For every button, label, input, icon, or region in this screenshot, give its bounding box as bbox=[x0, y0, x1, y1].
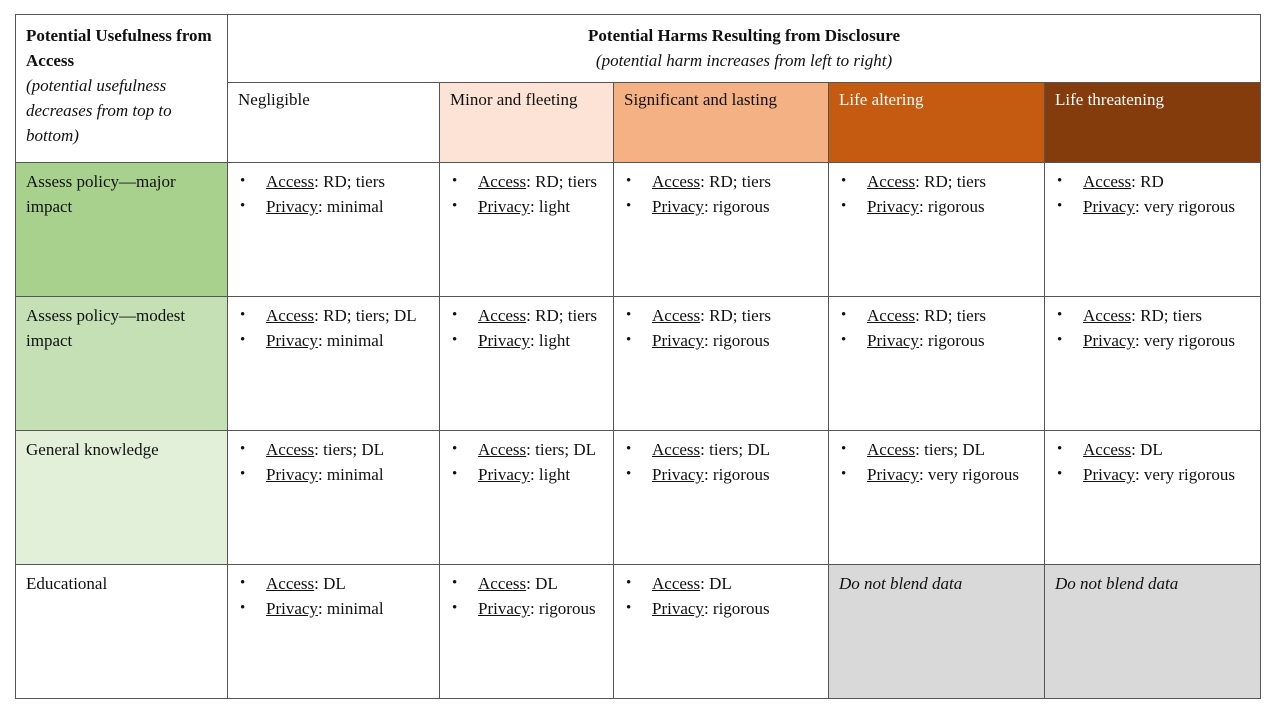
cell-bullet-list bbox=[624, 169, 818, 219]
column-header-life-threatening: Life threatening bbox=[1045, 83, 1261, 163]
access-label: Access bbox=[1083, 440, 1132, 459]
access-bullet bbox=[1055, 169, 1250, 194]
privacy-value: : rigorous bbox=[529, 599, 596, 618]
privacy-value: : minimal bbox=[317, 331, 384, 350]
access-label: Access bbox=[266, 574, 315, 593]
privacy-value: : light bbox=[529, 197, 571, 216]
access-label: Access bbox=[652, 440, 701, 459]
privacy-bullet bbox=[238, 194, 429, 219]
privacy-value: : very rigorous bbox=[1134, 331, 1236, 350]
access-value: : RD bbox=[1131, 172, 1164, 191]
privacy-value: : minimal bbox=[317, 465, 384, 484]
access-value: : RD; tiers bbox=[700, 306, 771, 325]
access-bullet bbox=[624, 437, 818, 462]
cell-bullet-list bbox=[450, 437, 603, 487]
harm-usefulness-matrix bbox=[15, 14, 1261, 699]
privacy-value: : very rigorous bbox=[1134, 197, 1236, 216]
privacy-label: Privacy bbox=[867, 197, 919, 216]
access-value: : RD; tiers bbox=[700, 172, 771, 191]
privacy-bullet bbox=[1055, 194, 1250, 219]
cell-general-knowledge-life-altering bbox=[829, 431, 1045, 565]
cell-assess-policy-major-significant bbox=[614, 163, 829, 297]
privacy-bullet bbox=[238, 328, 429, 353]
access-bullet bbox=[624, 571, 818, 596]
privacy-value: : minimal bbox=[317, 599, 384, 618]
cell-bullet-list bbox=[238, 303, 429, 353]
privacy-label: Privacy bbox=[1083, 331, 1135, 350]
access-bullet bbox=[624, 303, 818, 328]
access-value: : DL bbox=[526, 574, 558, 593]
cell-bullet-list bbox=[238, 571, 429, 621]
access-label: Access bbox=[867, 306, 916, 325]
cell-bullet-list bbox=[624, 303, 818, 353]
column-header-significant-and-lasting: Significant and lasting bbox=[614, 83, 829, 163]
do-not-blend-note: Do not blend data bbox=[839, 574, 963, 593]
cell-assess-policy-major-negligible bbox=[228, 163, 440, 297]
privacy-value: : very rigorous bbox=[1134, 465, 1236, 484]
matrix-frame bbox=[15, 14, 1260, 698]
matrix-body bbox=[16, 163, 1261, 699]
access-bullet bbox=[450, 437, 603, 462]
privacy-label: Privacy bbox=[478, 599, 530, 618]
access-value: : DL bbox=[1131, 440, 1163, 459]
privacy-value: : very rigorous bbox=[918, 465, 1020, 484]
privacy-label: Privacy bbox=[266, 331, 318, 350]
privacy-value: : light bbox=[529, 331, 571, 350]
cell-bullet-list bbox=[839, 437, 1034, 487]
usefulness-note: (potential usefulness decreases from top to bottom) bbox=[26, 76, 172, 145]
matrix-row bbox=[16, 431, 1261, 565]
access-bullet bbox=[450, 303, 603, 328]
privacy-bullet bbox=[624, 194, 818, 219]
privacy-value: : rigorous bbox=[703, 465, 770, 484]
access-label: Access bbox=[266, 306, 315, 325]
privacy-value: : rigorous bbox=[918, 331, 985, 350]
access-label: Access bbox=[478, 172, 527, 191]
privacy-label: Privacy bbox=[652, 331, 704, 350]
access-bullet bbox=[450, 169, 603, 194]
privacy-label: Privacy bbox=[266, 599, 318, 618]
privacy-bullet bbox=[1055, 462, 1250, 487]
row-label-assess-policy-modest: Assess policy—modest impact bbox=[16, 297, 228, 431]
access-label: Access bbox=[1083, 172, 1132, 191]
access-label: Access bbox=[478, 574, 527, 593]
cell-assess-policy-major-life-altering bbox=[829, 163, 1045, 297]
privacy-label: Privacy bbox=[478, 465, 530, 484]
do-not-blend-note: Do not blend data bbox=[1055, 574, 1179, 593]
access-value: : RD; tiers bbox=[1131, 306, 1202, 325]
cell-educational-significant bbox=[614, 565, 829, 699]
cell-assess-policy-modest-significant bbox=[614, 297, 829, 431]
access-bullet bbox=[839, 169, 1034, 194]
access-label: Access bbox=[266, 440, 315, 459]
cell-bullet-list bbox=[1055, 169, 1250, 219]
access-value: : RD; tiers bbox=[915, 172, 986, 191]
privacy-bullet bbox=[238, 596, 429, 621]
access-value: : RD; tiers bbox=[915, 306, 986, 325]
cell-educational-life-altering bbox=[829, 565, 1045, 699]
access-bullet bbox=[1055, 303, 1250, 328]
cell-general-knowledge-negligible bbox=[228, 431, 440, 565]
privacy-label: Privacy bbox=[652, 197, 704, 216]
cell-assess-policy-modest-negligible bbox=[228, 297, 440, 431]
privacy-label: Privacy bbox=[867, 331, 919, 350]
privacy-bullet bbox=[839, 462, 1034, 487]
cell-assess-policy-modest-life-threatening bbox=[1045, 297, 1261, 431]
access-label: Access bbox=[266, 172, 315, 191]
usefulness-title: Potential Usefulness from Access bbox=[26, 26, 212, 70]
privacy-bullet bbox=[450, 462, 603, 487]
privacy-bullet bbox=[238, 462, 429, 487]
cell-bullet-list bbox=[450, 303, 603, 353]
access-value: : tiers; DL bbox=[314, 440, 385, 459]
cell-bullet-list bbox=[839, 303, 1034, 353]
matrix-row bbox=[16, 297, 1261, 431]
row-label-general-knowledge: General knowledge bbox=[16, 431, 228, 565]
privacy-label: Privacy bbox=[266, 465, 318, 484]
cell-bullet-list bbox=[839, 169, 1034, 219]
privacy-bullet bbox=[1055, 328, 1250, 353]
access-bullet bbox=[839, 437, 1034, 462]
column-header-life-altering: Life altering bbox=[829, 83, 1045, 163]
cell-educational-negligible bbox=[228, 565, 440, 699]
access-bullet bbox=[450, 571, 603, 596]
privacy-bullet bbox=[450, 194, 603, 219]
access-value: : RD; tiers; DL bbox=[314, 306, 417, 325]
cell-bullet-list bbox=[1055, 437, 1250, 487]
corner-header-cell bbox=[16, 15, 228, 163]
privacy-value: : minimal bbox=[317, 197, 384, 216]
privacy-label: Privacy bbox=[266, 197, 318, 216]
access-value: : DL bbox=[314, 574, 346, 593]
privacy-label: Privacy bbox=[478, 197, 530, 216]
privacy-bullet bbox=[450, 328, 603, 353]
cell-general-knowledge-minor bbox=[440, 431, 614, 565]
access-label: Access bbox=[652, 172, 701, 191]
access-label: Access bbox=[1083, 306, 1132, 325]
access-bullet bbox=[238, 303, 429, 328]
privacy-bullet bbox=[839, 328, 1034, 353]
access-bullet bbox=[238, 169, 429, 194]
privacy-value: : rigorous bbox=[703, 599, 770, 618]
access-label: Access bbox=[478, 306, 527, 325]
privacy-label: Privacy bbox=[1083, 197, 1135, 216]
privacy-value: : light bbox=[529, 465, 571, 484]
privacy-bullet bbox=[624, 462, 818, 487]
privacy-bullet bbox=[450, 596, 603, 621]
row-label-educational: Educational bbox=[16, 565, 228, 699]
row-label-assess-policy-major: Assess policy—major impact bbox=[16, 163, 228, 297]
privacy-label: Privacy bbox=[1083, 465, 1135, 484]
cell-general-knowledge-significant bbox=[614, 431, 829, 565]
matrix-row bbox=[16, 565, 1261, 699]
cell-assess-policy-modest-minor bbox=[440, 297, 614, 431]
privacy-bullet bbox=[839, 194, 1034, 219]
cell-general-knowledge-life-threatening bbox=[1045, 431, 1261, 565]
cell-educational-minor bbox=[440, 565, 614, 699]
cell-assess-policy-modest-life-altering bbox=[829, 297, 1045, 431]
harms-header-cell bbox=[228, 15, 1261, 83]
cell-educational-life-threatening bbox=[1045, 565, 1261, 699]
cell-bullet-list bbox=[450, 169, 603, 219]
privacy-label: Privacy bbox=[652, 599, 704, 618]
access-bullet bbox=[839, 303, 1034, 328]
harms-subtitle: (potential harm increases from left to right) bbox=[595, 51, 893, 70]
access-value: : tiers; DL bbox=[915, 440, 986, 459]
access-label: Access bbox=[652, 306, 701, 325]
cell-bullet-list bbox=[450, 571, 603, 621]
cell-bullet-list bbox=[238, 169, 429, 219]
privacy-label: Privacy bbox=[478, 331, 530, 350]
cell-assess-policy-major-minor bbox=[440, 163, 614, 297]
privacy-value: : rigorous bbox=[703, 197, 770, 216]
column-header-negligible: Negligible bbox=[228, 83, 440, 163]
matrix-row bbox=[16, 163, 1261, 297]
access-value: : RD; tiers bbox=[526, 172, 597, 191]
access-bullet bbox=[1055, 437, 1250, 462]
privacy-value: : rigorous bbox=[703, 331, 770, 350]
cell-bullet-list bbox=[238, 437, 429, 487]
privacy-bullet bbox=[624, 596, 818, 621]
privacy-label: Privacy bbox=[652, 465, 704, 484]
privacy-label: Privacy bbox=[867, 465, 919, 484]
cell-bullet-list bbox=[624, 571, 818, 621]
column-header-minor-and-fleeting: Minor and fleeting bbox=[440, 83, 614, 163]
access-value: : tiers; DL bbox=[700, 440, 771, 459]
cell-assess-policy-major-life-threatening bbox=[1045, 163, 1261, 297]
access-label: Access bbox=[478, 440, 527, 459]
access-value: : tiers; DL bbox=[526, 440, 597, 459]
cell-bullet-list bbox=[624, 437, 818, 487]
privacy-value: : rigorous bbox=[918, 197, 985, 216]
access-bullet bbox=[624, 169, 818, 194]
cell-bullet-list bbox=[1055, 303, 1250, 353]
access-bullet bbox=[238, 437, 429, 462]
privacy-bullet bbox=[624, 328, 818, 353]
access-value: : RD; tiers bbox=[314, 172, 385, 191]
access-bullet bbox=[238, 571, 429, 596]
access-value: : RD; tiers bbox=[526, 306, 597, 325]
access-label: Access bbox=[867, 172, 916, 191]
harms-title: Potential Harms Resulting from Disclosure bbox=[588, 26, 900, 45]
access-label: Access bbox=[867, 440, 916, 459]
access-label: Access bbox=[652, 574, 701, 593]
access-value: : DL bbox=[700, 574, 732, 593]
